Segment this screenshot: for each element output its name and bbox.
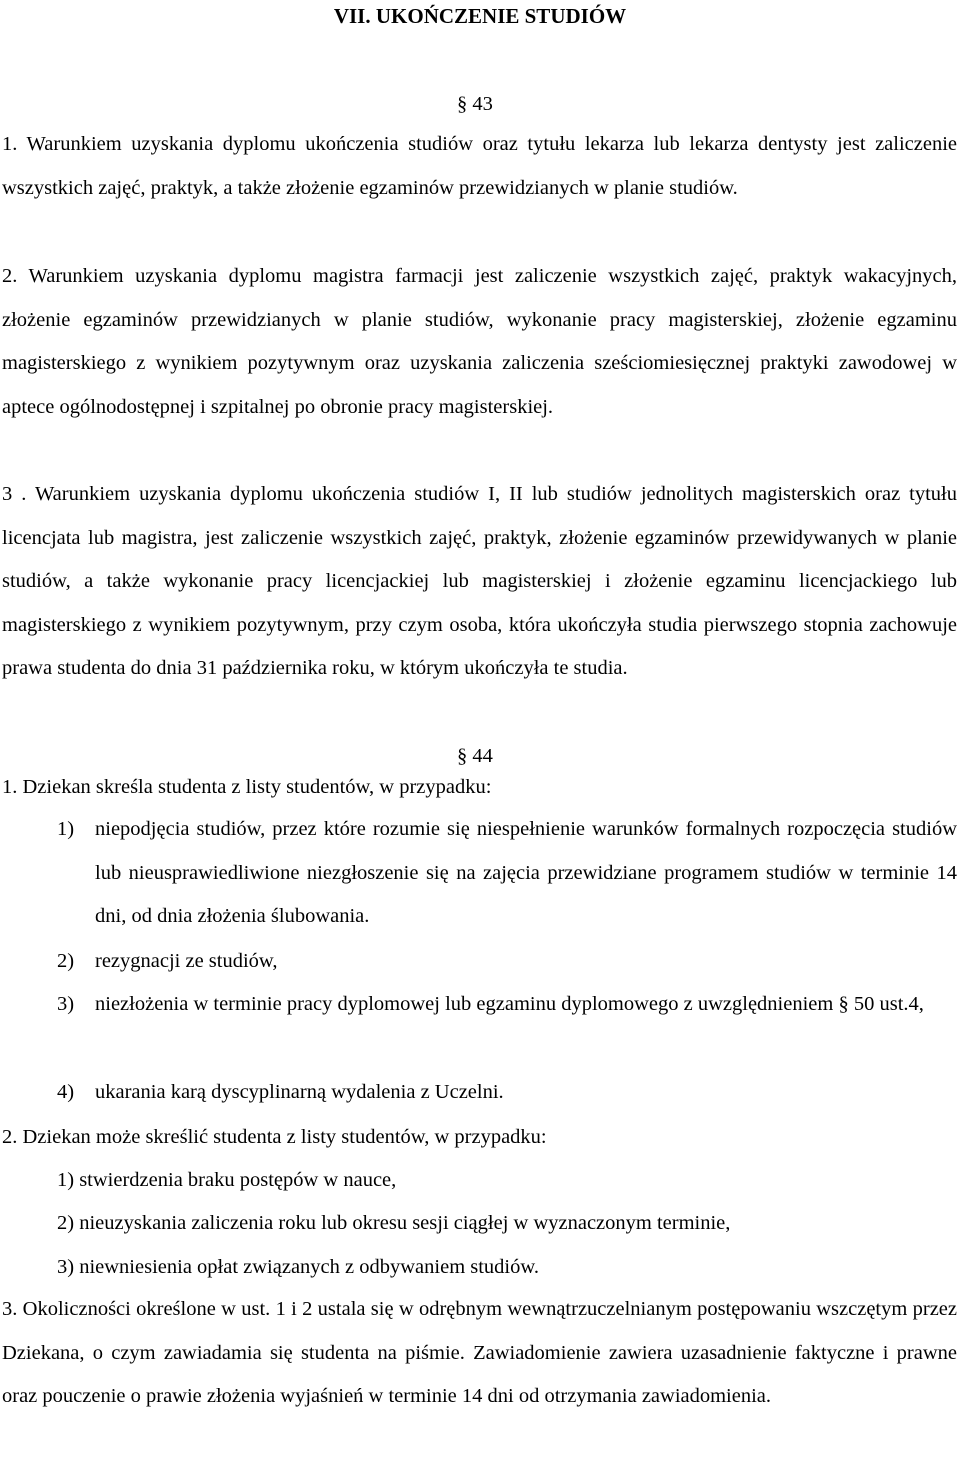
list-item-number: 1) — [57, 818, 75, 840]
chapter-title: VII. UKOŃCZENIE STUDIÓW — [333, 4, 627, 28]
paragraph-43-3: 3 . Warunkiem uzyskania dyplomu ukończenia studiów I, II lub studiów jednolitych magisterskich oraz tytułu licencjata lub magistra, jest zaliczenie wszystkich zajęć, praktyk, złożenie egzaminów przewidywanych w planie studiów, a także wykonanie pracy licencjackiej lub magisterskiej i złożenie egzaminu licencjackiego lub magisterskiego z wynikiem pozytywnym, przy czym osoba, która ukończyła studia pierwszego stopnia zachowuje prawa studenta do dnia 31 października roku, w którym ukończyła te studia. — [2, 483, 957, 680]
list-item-number: 4) — [57, 1081, 75, 1103]
list-item — [57, 983, 957, 1027]
list-item-number: 3) — [57, 993, 75, 1015]
list-item: 1) stwierdzenia braku postępów w nauce, — [57, 1169, 397, 1191]
list-item-text: ukarania karą dyscyplinarną wydalenia z Uczelni. — [95, 1081, 504, 1103]
section-mark-44: § 44 — [457, 745, 493, 767]
list-item-text: niepodjęcia studiów, przez które rozumie się niespełnienie warunków formalnych rozpoczęcia studiów lub nieusprawiedliwione niezgłoszenie się na zajęcia przewidziane programem studiów w terminie 14 dni, od dnia złożenia ślubowania. — [95, 818, 957, 928]
list-item: 3) niewniesienia opłat związanych z odbywaniem studiów. — [57, 1256, 539, 1278]
list-item — [57, 1071, 957, 1115]
list-item-text: rezygnacji ze studiów, — [95, 950, 278, 972]
paragraph-44-1-lead: 1. Dziekan skreśla studenta z listy studentów, w przypadku: — [2, 776, 492, 798]
section-mark-43: § 43 — [457, 93, 493, 115]
paragraph-44-2-lead: 2. Dziekan może skreślić studenta z listy studentów, w przypadku: — [2, 1126, 547, 1148]
list-item: 2) nieuzyskania zaliczenia roku lub okresu sesji ciągłej w wyznaczonym terminie, — [57, 1212, 731, 1234]
paragraph-43-1: 1. Warunkiem uzyskania dyplomu ukończenia studiów oraz tytułu lekarza lub lekarza dentysty jest zaliczenie wszystkich zajęć, praktyk, a także złożenie egzaminów przewidzianych w planie studiów. — [2, 133, 957, 199]
list-item — [57, 808, 957, 939]
list-item — [57, 940, 957, 984]
paragraph-44-3: 3. Okoliczności określone w ust. 1 i 2 ustala się w odrębnym wewnątrzuczelnianym postępowaniu wszczętym przez Dziekana, o czym zawiadamia się studenta na piśmie. Zawiadomienie zawiera uzasadnienie faktyczne i prawne oraz pouczenie o prawie złożenia wyjaśnień w terminie 14 dni od otrzymania zawiadomienia. — [2, 1298, 957, 1408]
list-item-number: 2) — [57, 950, 75, 972]
list-item-text: niezłożenia w terminie pracy dyplomowej lub egzaminu dyplomowego z uwzględnieniem § 50 ust.4, — [95, 993, 924, 1015]
paragraph-43-2: 2. Warunkiem uzyskania dyplomu magistra farmacji jest zaliczenie wszystkich zajęć, praktyk wakacyjnych, złożenie egzaminów przewidzianych w planie studiów, wykonanie pracy magisterskiej, złożenie egzaminu magisterskiego z wynikiem pozytywnym oraz uzyskania zaliczenia sześciomiesięcznej praktyki zawodowej w aptece ogólnodostępnej i szpitalnej po obronie pracy magisterskiej. — [2, 265, 957, 418]
